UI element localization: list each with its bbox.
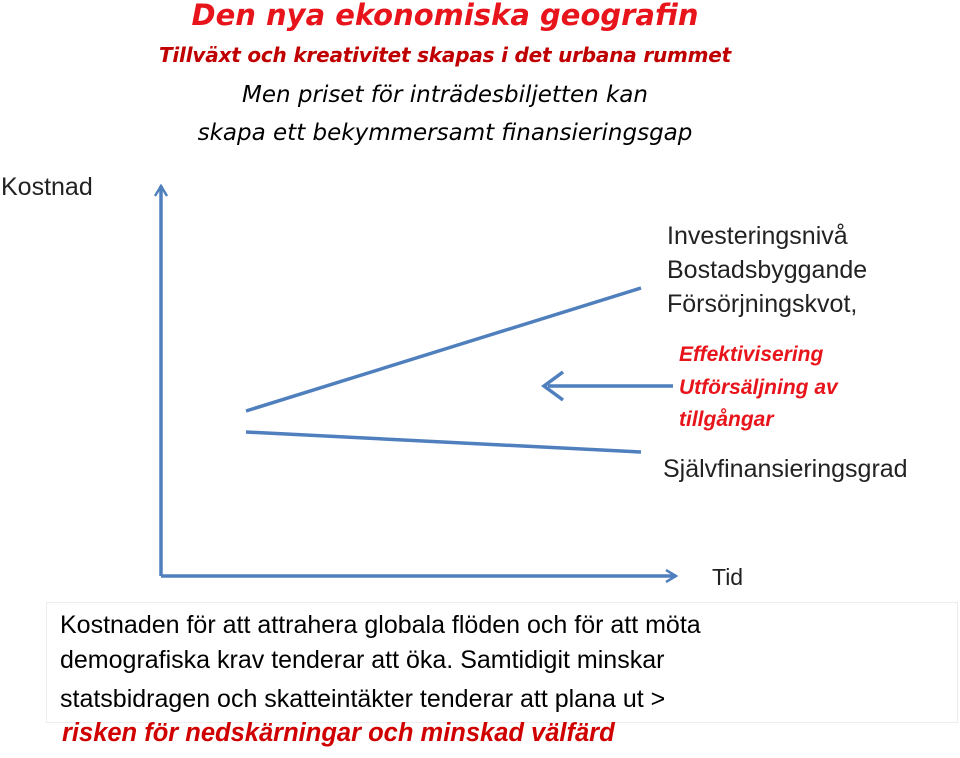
y-axis-label: Kostnad bbox=[1, 173, 93, 201]
lower-label: Självfinansieringsgrad bbox=[663, 455, 908, 483]
gap-measure-3: tillgångar bbox=[679, 408, 774, 431]
upper-label-2: Bostadsbyggande bbox=[667, 256, 868, 284]
cost-trend-line bbox=[246, 288, 641, 411]
upper-label-3: Försörjningskvot, bbox=[667, 290, 858, 318]
headline-line-2: skapa ett bekymmersamt finansieringsgap bbox=[197, 120, 693, 146]
upper-label-1: Investeringsnivå bbox=[667, 222, 848, 250]
x-axis-label: Tid bbox=[712, 564, 744, 590]
page-subtitle: Tillväxt och kreativitet skapas i det urbana rummet bbox=[158, 43, 732, 67]
headline-line-1: Men priset för inträdesbiljetten kan bbox=[242, 82, 648, 108]
summary-line-3: statsbidragen och skatteintäkter tenderar att plana ut > bbox=[60, 685, 666, 713]
page-title: Den nya ekonomiska geografin bbox=[191, 0, 699, 32]
gap-measure-2: Utförsäljning av bbox=[679, 376, 838, 399]
revenue-trend-line bbox=[246, 432, 641, 452]
summary-line-1: Kostnaden för att attrahera globala flöden och för att möta bbox=[60, 611, 701, 639]
summary-line-2: demografiska krav tenderar att öka. Samtidigit minskar bbox=[60, 646, 665, 674]
gap-measure-1: Effektivisering bbox=[679, 343, 824, 366]
summary-conclusion: risken för nedskärningar och minskad välfärd bbox=[62, 719, 615, 747]
